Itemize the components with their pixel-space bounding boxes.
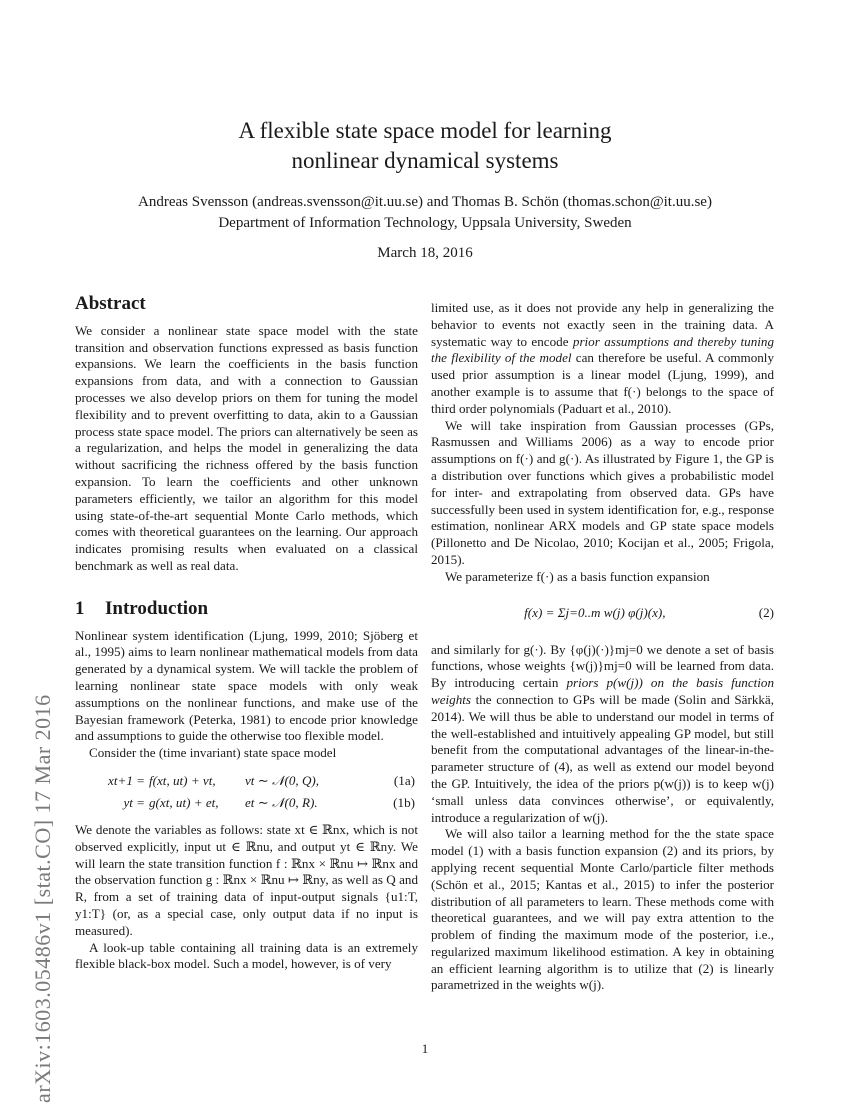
title-line-2: nonlinear dynamical systems <box>291 148 559 173</box>
equation-1a <box>75 770 418 792</box>
section-title: Introduction <box>105 597 209 619</box>
paper-title <box>0 116 850 176</box>
eq2-body: f(x) = Σj=0..m w(j) φ(j)(x), <box>524 605 666 621</box>
right-p1-text-b: can therefore be useful. A commonly used prior assumption is a linear model (Ljung, 1999), and another example is to assume that f(·) belongs to the space of third order polynomials (Paduart et al., 2010). <box>431 350 774 416</box>
eq1b-noise: et ∼ 𝒩(0, R). <box>245 794 318 810</box>
eq2-tag: (2) <box>758 605 774 621</box>
right-paragraph-1 <box>431 300 774 418</box>
authors: Andreas Svensson (andreas.svensson@it.uu.se) and Thomas B. Schön (thomas.schon@it.uu.se) <box>138 194 712 210</box>
right-p4-emphasis: priors p(w(j)) on the basis function weights <box>431 675 775 707</box>
eq1a-tag: (1a) <box>393 772 415 788</box>
arxiv-id: arXiv:1603.05486v1 [stat.CO] 17 Mar 2016 <box>30 694 55 1103</box>
right-p1-text-a: limited use, as it does not provide any help in generalizing the behavior to events not exactly seen in the training data. A systematic way to encode <box>431 300 774 349</box>
equation-1 <box>75 770 418 814</box>
eq1a-mid: f(xt, ut) + vt, <box>149 772 216 788</box>
right-paragraph-5: We will also tailor a learning method for the the state space model (1) with a basis function expansion (2) and its priors, by applying recent sequential Monte Carlo/particle filter methods (Schön et al., 2015; Kantas et al., 2015) to infer the posterior distribution of all parameters to learn. These methods come with theoretical guarantees, and we will pay extra attention to the problem of finding the maximum mode of the posterior, i.e., regularized maximum likelihood estimation. A key in obtaining an efficient learning algorithm is to utilize that (2) is linearly parametrized in the weights w(j). <box>431 826 774 993</box>
abstract-heading: Abstract <box>75 293 146 314</box>
arxiv-stamp <box>10 290 55 1103</box>
title-line-1: A flexible state space model for learning <box>238 118 612 143</box>
eq1b-lhs: yt = <box>123 794 145 810</box>
left-column <box>75 293 418 973</box>
section-heading <box>75 597 418 619</box>
intro-paragraph-3: We denote the variables as follows: state xt ∈ ℝnx, which is not observed explicitly, input ut ∈ ℝnu, and output yt ∈ ℝny. We will learn the state transition function f : ℝnx × ℝnu ↦ ℝnx and the observation function g : ℝnx × ℝnu ↦ ℝny, as well as Q and R, from a set of training data of input-output signals {u1:T, y1:T} (or, as a special case, only output data if no input is measured). <box>75 821 418 938</box>
eq1b-tag: (1b) <box>393 794 415 810</box>
section-number: 1 <box>75 597 85 619</box>
right-paragraph-4 <box>431 642 774 827</box>
eq1b-mid: g(xt, ut) + et, <box>149 794 219 810</box>
intro-paragraph-1: Nonlinear system identification (Ljung, 1999, 2010; Sjöberg et al., 1995) aims to learn nonlinear mathematical models from data generated by a dynamical system. We will tackle the problem of learning nonlinear state space models with only weak assumptions on the nonlinear functions, and make use of the Bayesian framework (Peterka, 1981) to encode prior knowledge and assumptions to guide the otherwise too flexible model. <box>75 627 418 744</box>
intro-paragraph-4: A look-up table containing all training data is an extremely flexible black-box model. Such a model, however, is of very <box>75 939 418 972</box>
right-paragraph-2: We will take inspiration from Gaussian processes (GPs, Rasmussen and Williams 2006) as a way to encode prior assumptions on f(·) and g(·). As illustrated by Figure 1, the GP is a distribution over functions which gives a probabilistic model for inter- and extrapolating from observed data. GPs have successfully been used in system identification for, e.g., response estimation, nonlinear ARX models and GP state space models (Pillonetto and De Nicolao, 2010; Kocijan et al., 2005; Frigola, 2015). <box>431 417 774 567</box>
right-p4-text-a: and similarly for g(·). By {φ(j)(·)}mj=0 we denote a set of basis functions, whose weights {w(j)}mj=0 will be learned from data. By introducing certain <box>431 641 774 691</box>
right-p1-emphasis: prior assumptions and thereby tuning the flexibility of the model <box>431 333 774 366</box>
page-number: 1 <box>421 1041 429 1056</box>
eq1a-lhs: xt+1 = <box>108 772 145 788</box>
right-column <box>431 300 774 994</box>
eq1a-noise: vt ∼ 𝒩(0, Q), <box>245 772 320 788</box>
affiliation: Department of Information Technology, Uppsala University, Sweden <box>218 215 632 231</box>
right-paragraph-3: We parameterize f(·) as a basis function expansion <box>445 568 710 584</box>
author-block <box>0 192 850 234</box>
equation-1b <box>75 792 418 814</box>
right-p4-text-b: the connection to GPs will be made (Solin and Särkkä, 2014). We will thus be able to understand our model in terms of the well-established and intuitively appealing GP model, but still benefit from the computational advantages of the linear-in-the-parameter structure of (4), as well as extend our model beyond the GP. Intuitively, the idea of the priors p(w(j)) is to keep w(j) ‘small unless data convinces otherwise’, or equivalently, introduce a regularization of w(j). <box>431 691 774 825</box>
abstract-text: We consider a nonlinear state space model with the state transition and observation functions expressed as basis function expansions. We learn the coefficients in the basis function expansions from data, and with a connection to Gaussian processes we also develop priors on them for tuning the model flexibility and to prevent overfitting to data, akin to a Gaussian process state space model. The priors can alternatively be seen as a regularization, and helps the model in generalizing the data without sacrificing the richness offered by the basis function expansion. To learn the coefficients and other unknown parameters efficiently, we tailor an algorithm for this model using state-of-the-art sequential Monte Carlo methods, which comes with theoretical guarantees on the learning. Our approach indicates promising results when evaluated on a classical benchmark as well as real data. <box>75 322 418 573</box>
date: March 18, 2016 <box>377 245 473 261</box>
equation-2 <box>431 592 774 636</box>
intro-paragraph-2: Consider the (time invariant) state space model <box>89 745 337 761</box>
